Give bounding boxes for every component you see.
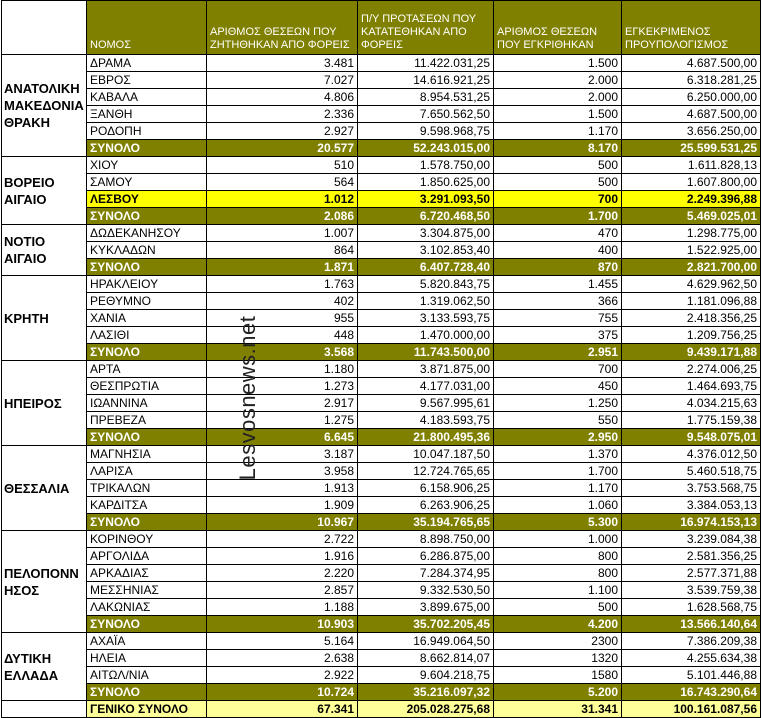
table-row xyxy=(2,565,761,582)
proposals-cell: 3.291.093,50 xyxy=(358,191,494,208)
table-row xyxy=(2,531,761,548)
proposals-cell: 1.319.062,50 xyxy=(358,293,494,310)
approved-cell: 500 xyxy=(494,599,622,616)
table-row xyxy=(2,55,761,72)
proposals-cell: 9.598.968,75 xyxy=(358,123,494,140)
budget-cell: 6.318.281,25 xyxy=(622,72,761,89)
requested-cell: 510 xyxy=(207,157,358,174)
budget-cell: 5.101.446,88 xyxy=(622,667,761,684)
nomos-cell: ΚΟΡΙΝΘΟΥ xyxy=(87,531,207,548)
proposals-cell: 5.820.843,75 xyxy=(358,276,494,293)
total-approved: 1.700 xyxy=(494,208,622,225)
nomos-cell: ΚΑΡΔΙΤΣΑ xyxy=(87,497,207,514)
proposals-cell: 11.422.031,25 xyxy=(358,55,494,72)
budget-cell: 1.464.693,75 xyxy=(622,378,761,395)
region-total-row xyxy=(2,140,761,157)
requested-cell: 3.958 xyxy=(207,463,358,480)
table-row xyxy=(2,497,761,514)
region-name: ΘΕΣΣΑΛΙΑ xyxy=(2,446,87,531)
requested-cell: 955 xyxy=(207,310,358,327)
nomos-cell: ΛΑΡΙΣΑ xyxy=(87,463,207,480)
total-label: ΣΥΝΟΛΟ xyxy=(87,140,207,157)
region-total-row xyxy=(2,514,761,531)
total-label: ΣΥΝΟΛΟ xyxy=(87,259,207,276)
budget-cell: 3.753.568,75 xyxy=(622,480,761,497)
total-budget: 16.974.153,13 xyxy=(622,514,761,531)
nomos-cell: ΧΑΝΙΑ xyxy=(87,310,207,327)
requested-cell: 2.917 xyxy=(207,395,358,412)
table-row xyxy=(2,89,761,106)
proposals-cell: 4.183.593,75 xyxy=(358,412,494,429)
region-total-row xyxy=(2,259,761,276)
total-proposals: 21.800.495,36 xyxy=(358,429,494,446)
total-requested: 10.903 xyxy=(207,616,358,633)
watermark-text: Lesvosnews.net xyxy=(235,315,260,481)
nomos-cell: ΘΕΣΠΡΩΤΙΑ xyxy=(87,378,207,395)
proposals-cell: 1.470.000,00 xyxy=(358,327,494,344)
grand-total-label: ΓΕΝΙΚΟ ΣΥΝΟΛΟ xyxy=(87,701,207,718)
requested-cell: 1.188 xyxy=(207,599,358,616)
header-approved-positions: ΑΡΙΘΜΟΣ ΘΕΣΕΩΝ ΠΟΥ ΕΓΚΡΙΘΗΚΑΝ xyxy=(494,1,622,55)
region-name: ΝΟΤΙΟ ΑΙΓΑΙΟ xyxy=(2,225,87,276)
total-label: ΣΥΝΟΛΟ xyxy=(87,429,207,446)
region-total-row xyxy=(2,429,761,446)
table-row xyxy=(2,310,761,327)
approved-cell: 2.000 xyxy=(494,89,622,106)
table-row xyxy=(2,446,761,463)
requested-cell: 2.220 xyxy=(207,565,358,582)
requested-cell: 864 xyxy=(207,242,358,259)
total-budget: 16.743.290,64 xyxy=(622,684,761,701)
nomos-cell: ΑΡΓΟΛΙΔΑ xyxy=(87,548,207,565)
total-budget: 2.821.700,00 xyxy=(622,259,761,276)
approved-cell: 2.000 xyxy=(494,72,622,89)
table-row xyxy=(2,378,761,395)
table-row xyxy=(2,174,761,191)
nomos-cell: ΕΒΡΟΣ xyxy=(87,72,207,89)
region-total-row xyxy=(2,344,761,361)
budget-cell: 4.255.634,38 xyxy=(622,650,761,667)
nomos-cell: ΑΙΤΩΛ/ΝΙΑ xyxy=(87,667,207,684)
table-row xyxy=(2,582,761,599)
table-row xyxy=(2,667,761,684)
approved-cell: 1.700 xyxy=(494,463,622,480)
region-name: ΔΥΤΙΚΗ ΕΛΛΑΔΑ xyxy=(2,633,87,701)
approved-cell: 800 xyxy=(494,565,622,582)
table-row xyxy=(2,191,761,208)
nomos-cell: ΑΧΑΪΑ xyxy=(87,633,207,650)
approved-cell: 1.455 xyxy=(494,276,622,293)
approved-cell: 470 xyxy=(494,225,622,242)
approved-cell: 450 xyxy=(494,378,622,395)
requested-cell: 7.027 xyxy=(207,72,358,89)
requested-cell: 1.763 xyxy=(207,276,358,293)
approved-cell: 1.060 xyxy=(494,497,622,514)
table-row xyxy=(2,72,761,89)
budget-cell: 1.522.925,00 xyxy=(622,242,761,259)
nomos-cell: ΗΛΕΙΑ xyxy=(87,650,207,667)
table-row xyxy=(2,548,761,565)
budget-cell: 3.539.759,38 xyxy=(622,582,761,599)
total-proposals: 6.720.468,50 xyxy=(358,208,494,225)
table-row xyxy=(2,650,761,667)
budget-cell: 3.384.053,13 xyxy=(622,497,761,514)
nomos-cell: ΤΡΙΚΑΛΩΝ xyxy=(87,480,207,497)
table-row xyxy=(2,293,761,310)
table-row xyxy=(2,480,761,497)
requested-cell: 3.187 xyxy=(207,446,358,463)
total-proposals: 35.702.205,45 xyxy=(358,616,494,633)
nomos-cell: ΔΡΑΜΑ xyxy=(87,55,207,72)
nomos-cell: ΔΩΔΕΚΑΝΗΣΟΥ xyxy=(87,225,207,242)
approved-cell: 1.500 xyxy=(494,106,622,123)
proposals-cell: 8.898.750,00 xyxy=(358,531,494,548)
table-row xyxy=(2,123,761,140)
approved-cell: 1.370 xyxy=(494,446,622,463)
table-row xyxy=(2,395,761,412)
approved-cell: 1.500 xyxy=(494,55,622,72)
total-requested: 20.577 xyxy=(207,140,358,157)
approved-cell: 1320 xyxy=(494,650,622,667)
requested-cell: 1.180 xyxy=(207,361,358,378)
requested-cell: 402 xyxy=(207,293,358,310)
total-requested: 6.645 xyxy=(207,429,358,446)
nomos-cell: ΛΕΣΒΟΥ xyxy=(87,191,207,208)
region-total-row xyxy=(2,616,761,633)
approved-cell: 2300 xyxy=(494,633,622,650)
total-budget: 9.548.075,01 xyxy=(622,429,761,446)
budget-cell: 3.239.084,38 xyxy=(622,531,761,548)
budget-cell: 1.628.568,75 xyxy=(622,599,761,616)
total-proposals: 52.243.015,00 xyxy=(358,140,494,157)
proposals-cell: 3.133.593,75 xyxy=(358,310,494,327)
total-proposals: 35.194.765,65 xyxy=(358,514,494,531)
requested-cell: 1.913 xyxy=(207,480,358,497)
table-row xyxy=(2,599,761,616)
proposals-cell: 9.332.530,50 xyxy=(358,582,494,599)
table-row xyxy=(2,106,761,123)
approvals-table xyxy=(1,0,761,718)
requested-cell: 2.336 xyxy=(207,106,358,123)
table-row xyxy=(2,412,761,429)
table-row xyxy=(2,463,761,480)
requested-cell: 2.722 xyxy=(207,531,358,548)
total-requested: 2.086 xyxy=(207,208,358,225)
total-budget: 5.469.025,01 xyxy=(622,208,761,225)
region-name: ΚΡΗΤΗ xyxy=(2,276,87,361)
budget-cell: 1.181.096,88 xyxy=(622,293,761,310)
budget-cell: 2.249.396,88 xyxy=(622,191,761,208)
proposals-cell: 6.158.906,25 xyxy=(358,480,494,497)
proposals-cell: 3.899.675,00 xyxy=(358,599,494,616)
requested-cell: 3.481 xyxy=(207,55,358,72)
approved-cell: 1.170 xyxy=(494,480,622,497)
nomos-cell: ΙΩΑΝΝΙΝΑ xyxy=(87,395,207,412)
total-budget: 9.439.171,88 xyxy=(622,344,761,361)
table-row xyxy=(2,225,761,242)
proposals-cell: 10.047.187,50 xyxy=(358,446,494,463)
requested-cell: 1.275 xyxy=(207,412,358,429)
budget-cell: 4.034.215,63 xyxy=(622,395,761,412)
requested-cell: 1.273 xyxy=(207,378,358,395)
table-row xyxy=(2,242,761,259)
total-approved: 4.200 xyxy=(494,616,622,633)
table-body xyxy=(2,1,761,718)
table-row xyxy=(2,327,761,344)
total-label: ΣΥΝΟΛΟ xyxy=(87,344,207,361)
budget-cell: 2.274.006,25 xyxy=(622,361,761,378)
approved-cell: 800 xyxy=(494,548,622,565)
region-name: ΑΝΑΤΟΛΙΚΗ ΜΑΚΕΔΟΝΙΑ ΘΡΑΚΗ xyxy=(2,55,87,157)
budget-cell: 2.418.356,25 xyxy=(622,310,761,327)
nomos-cell: ΜΕΣΣΗΝΙΑΣ xyxy=(87,582,207,599)
approved-cell: 700 xyxy=(494,361,622,378)
grand-total-budget: 100.161.087,56 xyxy=(622,701,761,718)
region-name: ΠΕΛΟΠΟΝΝ ΗΣΟΣ xyxy=(2,531,87,633)
proposals-cell: 7.650.562,50 xyxy=(358,106,494,123)
table-row xyxy=(2,633,761,650)
total-proposals: 6.407.728,40 xyxy=(358,259,494,276)
table-row xyxy=(2,157,761,174)
grand-total-requested: 67.341 xyxy=(207,701,358,718)
total-requested: 3.568 xyxy=(207,344,358,361)
budget-cell: 4.376.012,50 xyxy=(622,446,761,463)
table-row xyxy=(2,276,761,293)
budget-cell: 5.460.518,75 xyxy=(622,463,761,480)
total-label: ΣΥΝΟΛΟ xyxy=(87,684,207,701)
requested-cell: 4.806 xyxy=(207,89,358,106)
nomos-cell: ΡΕΘΥΜΝΟ xyxy=(87,293,207,310)
proposals-cell: 3.871.875,00 xyxy=(358,361,494,378)
total-requested: 1.871 xyxy=(207,259,358,276)
proposals-cell: 3.304.875,00 xyxy=(358,225,494,242)
header-row xyxy=(2,1,761,55)
total-approved: 2.950 xyxy=(494,429,622,446)
header-approved-budget: ΕΓΚΕΚΡΙΜΕΝΟΣ ΠΡΟΥΠΟΛΟΓΙΣΜΟΣ xyxy=(622,1,761,55)
total-budget: 13.566.140,64 xyxy=(622,616,761,633)
approved-cell: 400 xyxy=(494,242,622,259)
proposals-cell: 14.616.921,25 xyxy=(358,72,494,89)
budget-cell: 1.607.800,00 xyxy=(622,174,761,191)
nomos-cell: ΣΑΜΟΥ xyxy=(87,174,207,191)
requested-cell: 2.922 xyxy=(207,667,358,684)
nomos-cell: ΚΥΚΛΑΔΩΝ xyxy=(87,242,207,259)
header-requested-positions: ΑΡΙΘΜΟΣ ΘΕΣΕΩΝ ΠΟΥ ΖΗΤΗΘΗΚΑΝ ΑΠΟ ΦΟΡΕΙΣ xyxy=(207,1,358,55)
budget-cell: 1.209.756,25 xyxy=(622,327,761,344)
requested-cell: 2.638 xyxy=(207,650,358,667)
requested-cell: 2.927 xyxy=(207,123,358,140)
total-requested: 10.724 xyxy=(207,684,358,701)
requested-cell: 1.909 xyxy=(207,497,358,514)
budget-cell: 4.629.962,50 xyxy=(622,276,761,293)
nomos-cell: ΛΑΚΩΝΙΑΣ xyxy=(87,599,207,616)
proposals-cell: 1.850.625,00 xyxy=(358,174,494,191)
proposals-cell: 6.263.906,25 xyxy=(358,497,494,514)
budget-cell: 2.581.356,25 xyxy=(622,548,761,565)
total-budget: 25.599.531,25 xyxy=(622,140,761,157)
total-approved: 870 xyxy=(494,259,622,276)
total-label: ΣΥΝΟΛΟ xyxy=(87,616,207,633)
approved-cell: 500 xyxy=(494,157,622,174)
proposals-cell: 7.284.374,95 xyxy=(358,565,494,582)
table-row xyxy=(2,361,761,378)
approved-cell: 1.100 xyxy=(494,582,622,599)
proposals-cell: 9.604.218,75 xyxy=(358,667,494,684)
region-name: ΒΟΡΕΙΟ ΑΙΓΑΙΟ xyxy=(2,157,87,225)
budget-cell: 6.250.000,00 xyxy=(622,89,761,106)
budget-cell: 1.611.828,13 xyxy=(622,157,761,174)
budget-cell: 2.577.371,88 xyxy=(622,565,761,582)
approved-cell: 1580 xyxy=(494,667,622,684)
requested-cell: 1.012 xyxy=(207,191,358,208)
nomos-cell: ΠΡΕΒΕΖΑ xyxy=(87,412,207,429)
approved-cell: 700 xyxy=(494,191,622,208)
grand-total-approved: 31.341 xyxy=(494,701,622,718)
proposals-cell: 1.578.750,00 xyxy=(358,157,494,174)
budget-cell: 4.687.500,00 xyxy=(622,106,761,123)
total-proposals: 11.743.500,00 xyxy=(358,344,494,361)
approved-cell: 1.170 xyxy=(494,123,622,140)
budget-cell: 4.687.500,00 xyxy=(622,55,761,72)
region-name: ΗΠΕΙΡΟΣ xyxy=(2,361,87,446)
total-approved: 8.170 xyxy=(494,140,622,157)
nomos-cell: ΡΟΔΟΠΗ xyxy=(87,123,207,140)
nomos-cell: ΛΑΣΙΘΙ xyxy=(87,327,207,344)
header-proposals-budget: Π/Υ ΠΡΟΤΑΣΕΩΝ ΠΟΥ ΚΑΤΑΤΕΘΗΚΑΝ ΑΠΟ ΦΟΡΕΙΣ xyxy=(358,1,494,55)
nomos-cell: ΑΡΚΑΔΙΑΣ xyxy=(87,565,207,582)
nomos-cell: ΜΑΓΝΗΣΙΑ xyxy=(87,446,207,463)
budget-cell: 1.775.159,38 xyxy=(622,412,761,429)
nomos-cell: ΞΑΝΘΗ xyxy=(87,106,207,123)
nomos-cell: ΧΙΟΥ xyxy=(87,157,207,174)
region-total-row xyxy=(2,208,761,225)
requested-cell: 2.857 xyxy=(207,582,358,599)
total-approved: 5.200 xyxy=(494,684,622,701)
region-total-row xyxy=(2,684,761,701)
header-nomos: ΝΟΜΟΣ xyxy=(87,1,207,55)
approved-cell: 1.000 xyxy=(494,531,622,548)
proposals-cell: 6.286.875,00 xyxy=(358,548,494,565)
approved-cell: 755 xyxy=(494,310,622,327)
nomos-cell: ΗΡΑΚΛΕΙΟΥ xyxy=(87,276,207,293)
budget-cell: 7.386.209,38 xyxy=(622,633,761,650)
proposals-cell: 12.724.765,65 xyxy=(358,463,494,480)
total-label: ΣΥΝΟΛΟ xyxy=(87,514,207,531)
proposals-cell: 9.567.995,61 xyxy=(358,395,494,412)
requested-cell: 564 xyxy=(207,174,358,191)
approved-cell: 366 xyxy=(494,293,622,310)
header-corner xyxy=(2,1,87,55)
proposals-cell: 3.102.853,40 xyxy=(358,242,494,259)
proposals-cell: 16.949.064,50 xyxy=(358,633,494,650)
requested-cell: 1.007 xyxy=(207,225,358,242)
nomos-cell: ΑΡΤΑ xyxy=(87,361,207,378)
proposals-cell: 4.177.031,00 xyxy=(358,378,494,395)
total-proposals: 35.216.097,32 xyxy=(358,684,494,701)
total-approved: 2.951 xyxy=(494,344,622,361)
grand-total-proposals: 205.028.275,68 xyxy=(358,701,494,718)
total-requested: 10.967 xyxy=(207,514,358,531)
total-label: ΣΥΝΟΛΟ xyxy=(87,208,207,225)
proposals-cell: 8.662.814,07 xyxy=(358,650,494,667)
requested-cell: 448 xyxy=(207,327,358,344)
nomos-cell: ΚΑΒΑΛΑ xyxy=(87,89,207,106)
approved-cell: 1.250 xyxy=(494,395,622,412)
approved-cell: 550 xyxy=(494,412,622,429)
budget-cell: 1.298.775,00 xyxy=(622,225,761,242)
proposals-cell: 8.954.531,25 xyxy=(358,89,494,106)
total-approved: 5.300 xyxy=(494,514,622,531)
requested-cell: 1.916 xyxy=(207,548,358,565)
approved-cell: 500 xyxy=(494,174,622,191)
approved-cell: 375 xyxy=(494,327,622,344)
requested-cell: 5.164 xyxy=(207,633,358,650)
budget-cell: 3.656.250,00 xyxy=(622,123,761,140)
